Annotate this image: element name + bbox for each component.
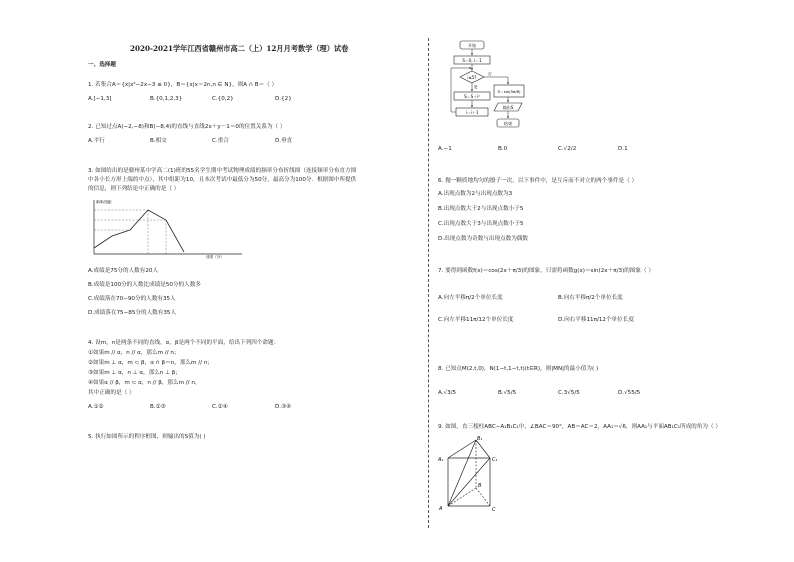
q2-option-a: A.平行	[88, 138, 105, 144]
q7-stem: 7. 要得到函数f(x)＝cos(2x＋π/3)的图象，只需将函数g(x)＝sin(2x＋π/3)的图象（ ）	[438, 268, 654, 274]
label-c: C	[492, 507, 496, 513]
q4-prop-4: ④如果α // β，m ⊂ α，n // β，那么m // n，	[88, 380, 201, 386]
chart-x-label: 成绩（分）	[206, 255, 224, 259]
flow-no-label: 否	[488, 72, 492, 76]
edge-ab	[448, 488, 476, 506]
q3-stem-line1: 3. 如图给出的是赣州某中学高二(1)班的55名学生期中考试物理成绩的频率分布折线图（连接频率分布直方图	[88, 168, 357, 174]
flow-increment-label: i＝i＋1	[465, 110, 479, 115]
q4-option-d: D.③④	[275, 404, 292, 410]
flow-yes-label: 是	[474, 85, 478, 89]
q3-option-c: C.成绩落在70−90分的人数有35人	[88, 296, 176, 302]
q6-option-c: C.出现点数大于3与出现点数小于5	[438, 221, 524, 227]
q8-option-d: D.√55/5	[618, 390, 641, 396]
q1-option-d: D.{2}	[275, 96, 292, 102]
q3-stem-line3: 的信息，则下列结论中正确的是（ ）	[88, 186, 180, 192]
edge-b1c1	[476, 440, 490, 458]
q1-option-b: B.{0,1,2,3}	[150, 96, 183, 102]
q4-prop-2: ②如果m ⊥ α，m ⊂ β，α ∩ β＝n，那么m // n；	[88, 360, 213, 366]
q3-option-a: A.成绩是75分的人数有20人	[88, 268, 159, 274]
q4-option-a: A.①②	[88, 404, 104, 410]
page-title: 2020-2021学年江西省赣州市高二（上）12月月考数学（理）试卷	[130, 44, 349, 53]
q8-option-b: B.√5/5	[498, 390, 517, 396]
flow-start-label: 开始	[467, 43, 477, 48]
label-c1: C₁	[492, 457, 498, 463]
edge-bc	[476, 488, 490, 506]
q3-option-b: B.成绩是100分的人数比成绩是50分的人数多	[88, 282, 201, 288]
label-b: B	[478, 483, 482, 489]
section-heading: 一、选择题	[88, 62, 116, 68]
flow-end-label: 结束	[503, 121, 513, 126]
column-divider	[428, 38, 429, 528]
q1-option-a: A.[−1,3]	[88, 96, 112, 102]
edge-a1b1	[448, 440, 476, 458]
q8-stem: 8. 已知点M(2,t,0)，N(1−t,1−t,t)(t∈R)，则|MN|的最小值为( )	[438, 366, 599, 372]
q7-option-a: A.向左平移π/2个单位长度	[438, 295, 503, 301]
q9-stem: 9. 如图，直三棱柱ABC−A₁B₁C₁中，∠BAC＝90°，AB＝AC＝2，AA₁＝√6，则AA₁与平面AB₁C₁所成的角为（ ）	[438, 424, 721, 430]
label-a1: A₁	[438, 457, 444, 463]
flow-sin-label: S＝sin(5π/6)	[497, 89, 521, 94]
q2-stem: 2. 已知过点A(−2,−8)和B(−8,4)的直线与直线2x＋y－1＝0的位置关系为（ ）	[88, 124, 286, 130]
q2-option-b: B.相交	[150, 138, 167, 144]
q6-option-a: A.出现点数为2与出现点数为3	[438, 191, 513, 197]
q4-prop-3: ③如果m ⊥ α，n ⊥ α，那么n ⊥ β；	[88, 370, 181, 376]
flow-output-label: 输出S	[502, 105, 514, 110]
q2-option-c: C.重合	[212, 138, 229, 144]
q5-option-c: C.√2/2	[558, 146, 577, 152]
q6-option-b: B.出现点数大于2与出现点数小于5	[438, 206, 524, 212]
q3-option-d: D.成绩落在75−85分的人数有35人	[88, 310, 177, 316]
chart-y-label: 频率/组距	[96, 200, 112, 204]
flow-init-label: S＝0, i＝1	[462, 58, 482, 63]
flowchart	[448, 40, 538, 134]
q4-correct-prompt: 其中正确的是（ ）	[88, 390, 135, 396]
q4-prop-1: ①如果m // α，n // α，那么m // n；	[88, 350, 180, 356]
q1-option-c: C.{0,2}	[212, 96, 234, 102]
edge-ab1	[448, 440, 476, 506]
edge-ac1	[448, 458, 490, 506]
q1-stem: 1. 若集合A＝{x|x²−2x−3 ≤ 0}，B＝{x|x＝2n,n ∈ N}，则A ∩ B＝（ ）	[88, 82, 278, 88]
q4-option-c: C.②④	[212, 404, 228, 410]
q5-option-d: D.1	[618, 146, 628, 152]
q3-stem-line2: 中各小长方形上端的中点），其中组距为10，且本次考试中最低分为50分，最高分为100分．根据图中所提供	[88, 177, 357, 183]
q8-option-a: A.√3/5	[438, 390, 457, 396]
prism-figure	[436, 434, 506, 514]
q7-option-d: D.向右平移11π/12个单位长度	[558, 317, 634, 323]
q4-option-b: B.②③	[150, 404, 166, 410]
q5-option-b: B.0	[498, 146, 508, 152]
flow-accumulate-label: S＝S＋i²	[464, 94, 480, 99]
q6-option-d: D.出现点数为奇数与出现点数为偶数	[438, 236, 528, 242]
q7-option-c: C.向左平移11π/12个单位长度	[438, 317, 514, 323]
frequency-polygon-chart	[86, 196, 246, 260]
label-b1: B₁	[477, 436, 483, 442]
q2-option-d: D.垂直	[275, 138, 293, 144]
q5-stem: 5. 执行如图所示的程序框图，则输出的S值为( )	[88, 434, 206, 440]
q8-option-c: C.3√5/5	[558, 390, 580, 396]
chart-polyline	[94, 210, 184, 252]
q7-option-b: B.向右平移π/2个单位长度	[558, 295, 623, 301]
flow-condition-label: i≤5?	[467, 75, 477, 80]
q5-option-a: A.−1	[438, 146, 452, 152]
label-a: A	[439, 506, 443, 512]
q4-stem: 4. 设m，n是两条不同的直线，α，β是两个不同的平面，给出下列四个命题：	[88, 340, 280, 346]
q6-stem: 6. 抛一颗质地均匀的骰子一次，以下事件中，是互斥而不对立的两个事件是（ ）	[438, 178, 638, 184]
